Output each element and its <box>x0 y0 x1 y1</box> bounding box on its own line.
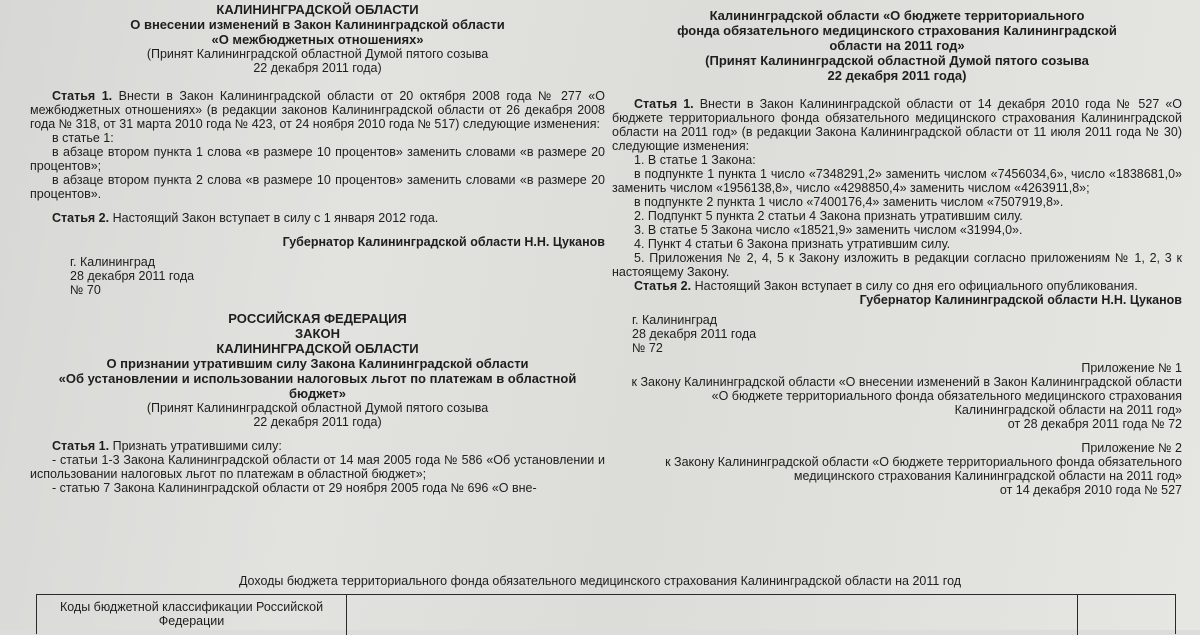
law3-item3: в подпункте 2 пункта 1 число «7400176,4» заменить числом «7507919,8». <box>634 195 1064 209</box>
law3-city: г. Калининград <box>632 313 718 327</box>
law3-item5: 3. В статье 5 Закона число «18521,9» заменить числом «31994,0». <box>634 223 1023 237</box>
law3-adopted1: (Принят Калининградской областной Думой пятого созыва <box>705 53 1089 68</box>
law1-date: 28 декабря 2011 года <box>70 269 195 283</box>
law1-city: г. Калининград <box>70 255 156 269</box>
law2-article1 <box>30 439 605 453</box>
law1-item3: в абзаце втором пункта 2 слова «в размере 10 процентов» заменить словами «в размере 20 процентов». <box>30 173 605 201</box>
law3-number: № 72 <box>632 341 663 355</box>
law1-art2-label: Статья 2. <box>52 211 110 225</box>
law1-art1-label: Статья 1. <box>52 89 113 103</box>
law1-adopted2: 22 декабря 2011 года) <box>253 61 382 75</box>
left-column <box>30 2 605 495</box>
law1-art1-text: Внести в Закон Калининградской области от 20 октября 2008 года № 277 «О межбюджетных отношениях» (в редакции законов Калининградской области от 26 декабря 2008 года № 318, от 31 марта 2010 года № 423, от 24 ноября 2010 года № 517) следующие изменения: <box>30 89 605 131</box>
law3-article1 <box>612 97 1182 153</box>
law2-line1: РОССИЙСКАЯ ФЕДЕРАЦИЯ <box>228 311 407 326</box>
law3-item6: 4. Пункт 4 статьи 6 Закона признать утратившим силу. <box>634 237 951 251</box>
law1-adopted1: (Принят Калининградской областной Думой пятого созыва <box>146 47 489 61</box>
table-header-codes: Коды бюджетной классификации Российской Федерации <box>37 595 347 635</box>
appendix1-text: к Закону Калининградской области «О внесении изменений в Закон Калининградской области «О бюджете территориального фонда обязательного медицинского страхования Калининградской области на 2011 год» <box>631 375 1182 417</box>
law3-item4: 2. Подпункт 5 пункта 2 статьи 4 Закона признать утратившим силу. <box>634 209 1023 223</box>
law2-line2: ЗАКОН <box>295 326 340 341</box>
appendix2-text: к Закону Калининградской области «О бюджете территориального фонда обязательного медицинского страхования Калининградской области на 2011 год» <box>665 455 1182 483</box>
law2-title1: О признании утратившим силу Закона Калининградской области <box>106 356 529 371</box>
appendix2-title: Приложение № 2 <box>1081 441 1182 455</box>
law3-art1-text: Внести в Закон Калининградской области от 14 декабря 2010 года № 527 «О бюджете территориального фонда обязательного медицинского страхования Калининградской области на 2011 год» (в редакции Закона Калининградской области от 11 июля 2011 года № 30) следующие изменения: <box>612 97 1182 153</box>
law3-art1-label: Статья 1. <box>634 97 694 111</box>
law3-item2: в подпункте 1 пункта 1 число «7348291,2» заменить числом «7456034,6», число «1838681,0» заменить числом «1956138,8», число «4298850,4» заменить числом «4263911,8»; <box>612 167 1182 195</box>
law1-item2: в абзаце втором пункта 1 слова «в размере 10 процентов» заменить словами «в размере 20 процентов»; <box>30 145 605 173</box>
law2-item1: - статьи 1-3 Закона Калининградской области от 14 мая 2005 года № 586 «Об установлении и использовании налоговых льгот по платежам в областной бюджет»; <box>30 453 605 481</box>
law1-number: № 70 <box>70 283 101 297</box>
law3-item1: 1. В статье 1 Закона: <box>634 153 756 167</box>
appendix2-date: от 14 декабря 2010 года № 527 <box>999 483 1182 497</box>
law3-title3: области на 2011 год» <box>829 38 965 53</box>
law2-adopted1: (Принят Калининградской областной Думой пятого созыва <box>146 401 489 415</box>
law3-art2-text: Настоящий Закон вступает в силу со дня его официального опубликования. <box>694 279 1138 293</box>
law2-item2: - статью 7 Закона Калининградской области от 29 ноября 2005 года № 696 «О вне- <box>52 481 537 495</box>
appendix1-date: от 28 декабря 2011 года № 72 <box>1007 417 1182 431</box>
law3-article2 <box>612 279 1182 293</box>
law1-art2-text: Настоящий Закон вступает в силу с 1 января 2012 года. <box>112 211 439 225</box>
law2-art1-text: Признать утратившими силу: <box>112 439 282 453</box>
law1-governor: Губернатор Калининградской области Н.Н. Цуканов <box>282 235 605 249</box>
law3-title1: Калининградской области «О бюджете территориального <box>709 8 1085 23</box>
law1-title1: О внесении изменений в Закон Калининградской области <box>130 17 505 32</box>
law2-title2: «Об установлении и использовании налоговых льгот по платежам в областной бюджет» <box>58 371 577 401</box>
law2-line3: КАЛИНИНГРАДСКОЙ ОБЛАСТИ <box>216 341 419 356</box>
law1-title2: «О межбюджетных отношениях» <box>211 32 424 47</box>
law3-item7: 5. Приложения № 2, 4, 5 к Закону изложить в редакции согласно приложениям № 1, 2, 3 к настоящему Закону. <box>612 251 1182 279</box>
law3-adopted2: 22 декабря 2011 года) <box>827 68 967 83</box>
income-table <box>36 594 1176 634</box>
law1-article1 <box>30 89 605 131</box>
right-column <box>612 8 1182 497</box>
law1-item1: в статье 1: <box>52 131 114 145</box>
income-table-title: Доходы бюджета территориального фонда обязательного медицинского страхования Калининградской области на 2011 год <box>238 574 962 588</box>
appendix1-title: Приложение № 1 <box>1081 361 1182 375</box>
law3-governor: Губернатор Калининградской области Н.Н. Цуканов <box>859 293 1182 307</box>
law1-heading: КАЛИНИНГРАДСКОЙ ОБЛАСТИ <box>216 2 419 17</box>
law3-date: 28 декабря 2011 года <box>632 327 757 341</box>
law3-title2: фонда обязательного медицинского страхования Калининградской <box>677 23 1117 38</box>
law3-art2-label: Статья 2. <box>634 279 692 293</box>
law2-art1-label: Статья 1. <box>52 439 110 453</box>
law1-article2 <box>30 211 605 225</box>
table-column-divider <box>1077 595 1078 635</box>
law2-adopted2: 22 декабря 2011 года) <box>253 415 382 429</box>
